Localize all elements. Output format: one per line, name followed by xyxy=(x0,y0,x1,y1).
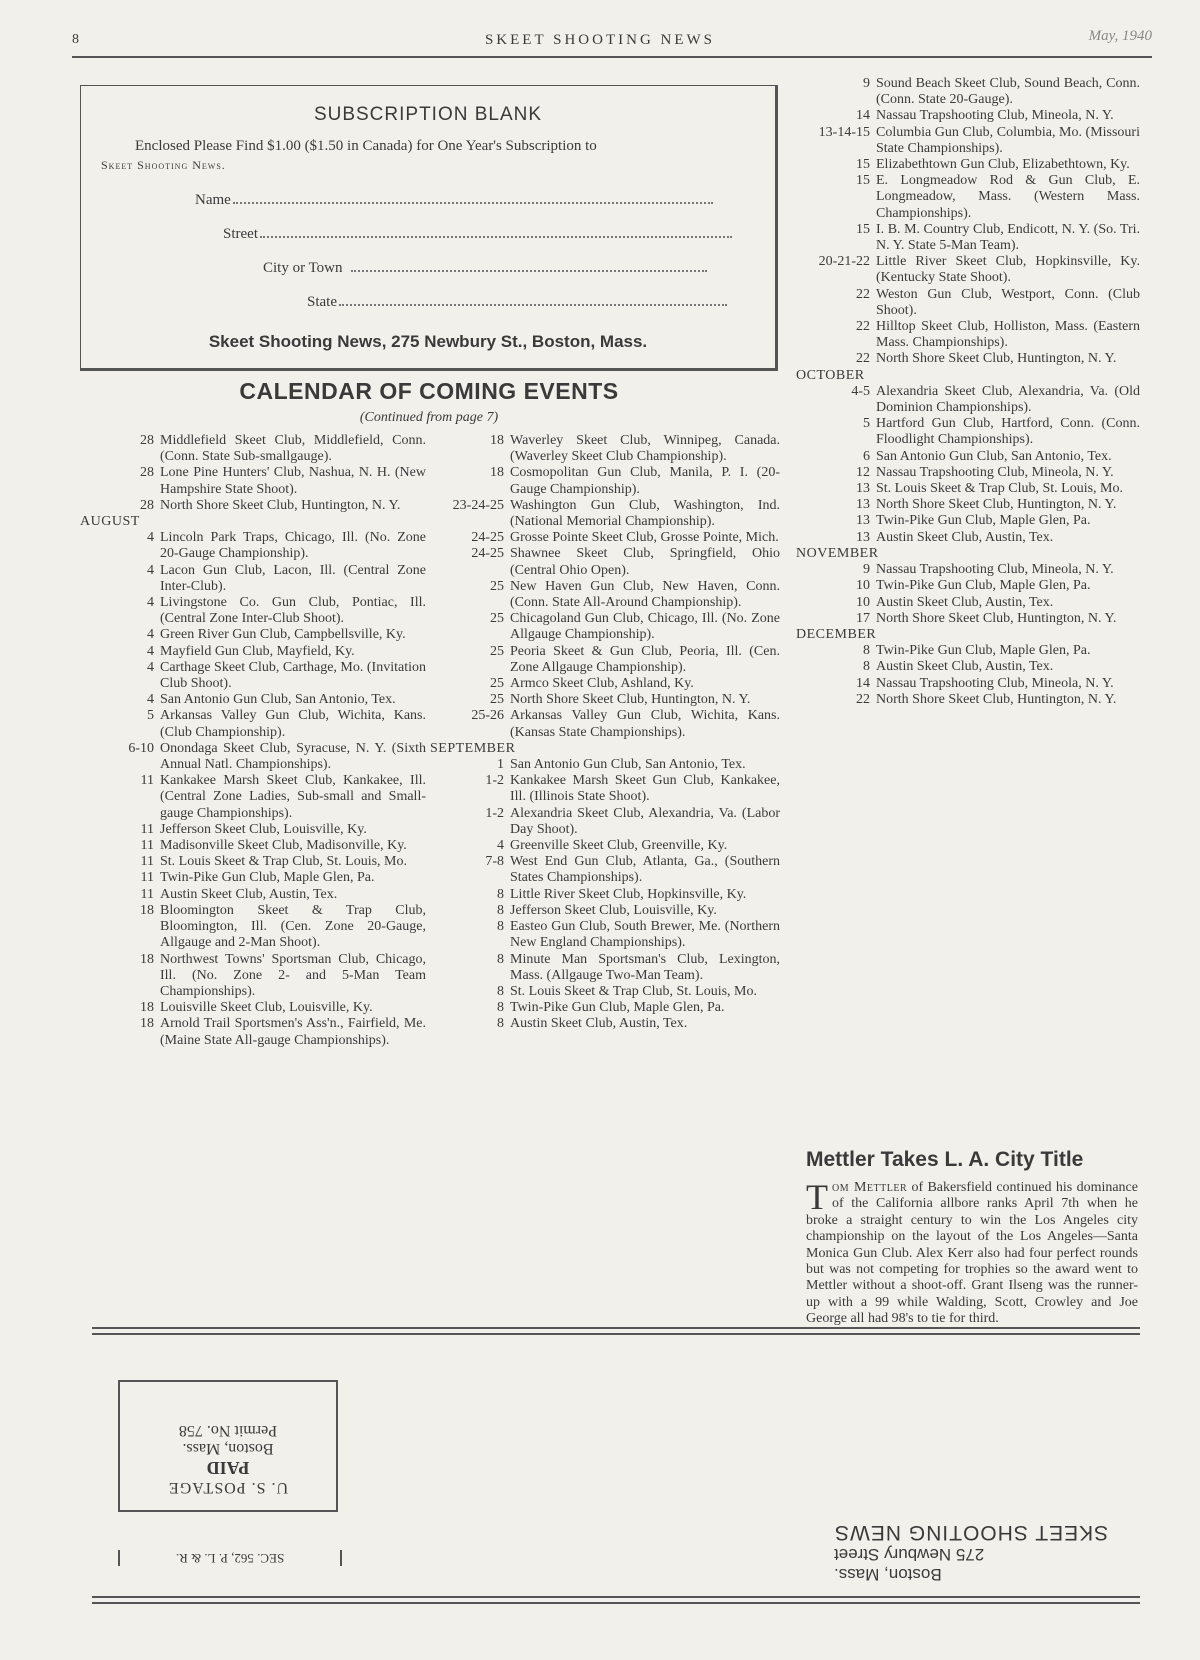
event-description: Shawnee Skeet Club, Springfield, Ohio (Central Ohio Open). xyxy=(510,546,780,578)
article-title: Mettler Takes L. A. City Title xyxy=(806,1148,1084,1171)
event-date: 23-24-25 xyxy=(452,497,504,513)
calendar-entry xyxy=(430,676,780,692)
calendar-entry xyxy=(80,773,426,822)
event-date: 13 xyxy=(856,497,870,513)
event-description: North Shore Skeet Club, Huntington, N. Y. xyxy=(876,351,1117,367)
calendar-entry xyxy=(430,579,780,611)
event-date: 28 xyxy=(140,465,154,481)
event-description: Nassau Trapshooting Club, Mineola, N. Y. xyxy=(876,464,1114,480)
calendar-entry xyxy=(80,838,426,854)
calendar-title: CALENDAR OF COMING EVENTS xyxy=(239,378,619,404)
mailer-rule-bottom-2 xyxy=(92,1602,1140,1604)
event-description: Arnold Trail Sportsmen's Ass'n., Fairfield, Me. (Maine State All-gauge Championships). xyxy=(160,1016,426,1048)
calendar-entry xyxy=(430,984,780,1000)
continued-note: (Continued from page 7) xyxy=(359,410,499,425)
calendar-entry xyxy=(430,692,780,708)
event-description: St. Louis Skeet & Trap Club, St. Louis, Mo. xyxy=(876,481,1123,497)
event-description: Armco Skeet Club, Ashland, Ky. xyxy=(510,676,694,692)
calendar-entry xyxy=(430,952,780,984)
calendar-entry xyxy=(80,660,426,692)
event-description: I. B. M. Country Club, Endicott, N. Y. (So. Tri. N. Y. State 5-Man Team). xyxy=(876,221,1140,254)
calendar-entry xyxy=(796,497,1140,513)
calendar-entry xyxy=(796,254,1140,286)
permit-line-city: Boston, Mass. xyxy=(182,1440,274,1457)
street-field-label: Street xyxy=(223,226,258,242)
event-description: Columbia Gun Club, Columbia, Mo. (Missouri State Championships). xyxy=(876,124,1140,156)
event-description: Twin-Pike Gun Club, Maple Glen, Pa. xyxy=(876,578,1091,594)
header-rule xyxy=(72,56,1152,58)
calendar-entry xyxy=(796,384,1140,416)
calendar-entry xyxy=(80,644,426,660)
calendar-entry xyxy=(796,449,1140,465)
calendar-entry xyxy=(796,578,1140,594)
event-description: Madisonville Skeet Club, Madisonville, Ky. xyxy=(160,838,407,854)
event-description: Minute Man Sportsman's Club, Lexington, Mass. (Allgauge Two-Man Team). xyxy=(510,951,780,983)
event-description: Onondaga Skeet Club, Syracuse, N. Y. (Sixth Annual Natl. Championships). xyxy=(160,740,426,773)
event-description: Cosmopolitan Gun Club, Manila, P. I. (20-Gauge Championship). xyxy=(510,465,780,497)
event-date: 18 xyxy=(490,433,504,448)
city-field[interactable] xyxy=(263,260,707,277)
name-field-label: Name xyxy=(195,192,231,208)
event-description: North Shore Skeet Club, Huntington, N. Y. xyxy=(876,610,1117,626)
event-description: Twin-Pike Gun Club, Maple Glen, Pa. xyxy=(876,513,1091,529)
event-description: North Shore Skeet Club, Huntington, N. Y. xyxy=(876,691,1117,707)
event-description: Sound Beach Skeet Club, Sound Beach, Conn. (Conn. State 20-Gauge). xyxy=(876,76,1140,108)
event-date: 4 xyxy=(147,659,154,675)
event-date: 15 xyxy=(856,173,870,189)
event-description: Little River Skeet Club, Hopkinsville, Ky. xyxy=(510,886,747,902)
event-description: Waverley Skeet Club, Winnipeg, Canada. (Waverley Skeet Club Championship). xyxy=(510,433,780,465)
event-date: 15 xyxy=(856,221,870,237)
event-description: Mayfield Gun Club, Mayfield, Ky. xyxy=(160,643,355,659)
calendar-entry xyxy=(80,903,426,952)
event-description: West End Gun Club, Atlanta, Ga., (Southern States Championships). xyxy=(510,854,780,886)
calendar-entry xyxy=(796,108,1140,124)
month-heading: AUGUST xyxy=(80,514,140,530)
event-description: Lincoln Park Traps, Chicago, Ill. (No. Zone 20-Gauge Championship). xyxy=(160,530,426,562)
event-date: 18 xyxy=(140,1000,154,1016)
calendar-entry xyxy=(80,1016,426,1048)
event-date: 20-21-22 xyxy=(818,254,870,270)
state-field-label: State xyxy=(307,294,337,310)
calendar-entry xyxy=(796,351,1140,367)
event-date: 14 xyxy=(856,108,870,124)
event-date: 25 xyxy=(490,611,504,627)
permit-line-number: Permit No. 758 xyxy=(178,1422,278,1439)
event-date: 7-8 xyxy=(485,854,504,870)
calendar-entry xyxy=(80,952,426,1001)
event-description: Green River Gun Club, Campbellsville, Ky. xyxy=(160,627,406,643)
event-date: 13-14-15 xyxy=(818,124,870,140)
event-date: 8 xyxy=(497,951,504,967)
drop-cap: T xyxy=(806,1177,828,1217)
event-description: Nassau Trapshooting Club, Mineola, N. Y. xyxy=(876,108,1114,124)
calendar-entry xyxy=(796,676,1140,692)
event-date: 15 xyxy=(856,157,870,173)
event-description: E. Longmeadow Rod & Gun Club, E. Longmeadow, Mass. (Western Mass. Championships). xyxy=(876,173,1140,221)
event-date: 10 xyxy=(856,578,870,594)
event-date: 9 xyxy=(863,76,870,91)
event-description: Hilltop Skeet Club, Holliston, Mass. (Eastern Mass. Championships). xyxy=(876,319,1140,351)
calendar-entry xyxy=(796,595,1140,611)
event-date: 4 xyxy=(147,530,154,546)
event-description: Easteo Gun Club, South Brewer, Me. (Northern New England Championships). xyxy=(510,919,780,951)
subscription-address: Skeet Shooting News, 275 Newbury St., Boston, Mass. xyxy=(208,332,648,351)
calendar-entry xyxy=(80,433,426,465)
article-text: of Bakersfield continued his dominance of the California allbore ranks April 7th when he broke a straight century to win the Los Angeles city championship on the layout of the Los Angeles—Santa Monica Gun Club. Alex Kerr also had four perfect rounds but was not competing for trophies so the award went to Mettler without a shoot-off. Grant Ilseng was the runner-up with a 99 while Walding, Scott, Crowley and Joe George all had 98's to tie for third. xyxy=(806,1180,1138,1327)
calendar-entry xyxy=(796,611,1140,627)
calendar-entry xyxy=(796,562,1140,578)
event-description: North Shore Skeet Club, Huntington, N. Y. xyxy=(510,692,751,708)
event-date: 22 xyxy=(856,351,870,367)
calendar-entry xyxy=(80,595,426,627)
calendar-entry xyxy=(430,903,780,919)
calendar-entry xyxy=(430,806,780,838)
calendar-entry xyxy=(80,1000,426,1016)
calendar-entry xyxy=(430,530,780,546)
event-date: 8 xyxy=(497,886,504,902)
event-description: Alexandria Skeet Club, Alexandria, Va. (Labor Day Shoot). xyxy=(510,805,780,837)
calendar-entry xyxy=(430,611,780,643)
street-field-line[interactable] xyxy=(260,235,732,238)
event-description: North Shore Skeet Club, Huntington, N. Y. xyxy=(160,497,401,513)
event-description: Little River Skeet Club, Hopkinsville, Ky. (Kentucky State Shoot). xyxy=(876,254,1140,286)
calendar-column-2 xyxy=(430,433,780,1033)
calendar-entry xyxy=(80,708,426,740)
subscription-blank xyxy=(80,85,778,371)
event-description: St. Louis Skeet & Trap Club, St. Louis, Mo. xyxy=(160,854,407,870)
calendar-entry xyxy=(430,854,780,886)
event-date: 4 xyxy=(147,562,154,578)
event-date: 25 xyxy=(490,643,504,659)
event-date: 18 xyxy=(490,465,504,481)
event-date: 25 xyxy=(490,692,504,708)
calendar-entry xyxy=(430,498,780,530)
event-date: 8 xyxy=(497,919,504,935)
calendar-entry xyxy=(80,627,426,643)
event-date: 17 xyxy=(856,610,870,626)
event-date: 13 xyxy=(856,481,870,497)
event-date: 25 xyxy=(490,676,504,692)
event-description: Grosse Pointe Skeet Club, Grosse Pointe, Mich. xyxy=(510,530,779,546)
calendar-entry xyxy=(80,498,426,514)
event-description: Nassau Trapshooting Club, Mineola, N. Y. xyxy=(876,562,1114,578)
event-description: Washington Gun Club, Washington, Ind. (National Memorial Championship). xyxy=(510,497,780,530)
permit-line-paid: PAID xyxy=(206,1458,250,1478)
event-date: 11 xyxy=(140,773,154,789)
calendar-entry xyxy=(796,692,1140,708)
month-heading: DECEMBER xyxy=(796,626,877,642)
event-description: Austin Skeet Club, Austin, Tex. xyxy=(510,1016,688,1032)
event-date: 1-2 xyxy=(485,805,504,821)
event-date: 4 xyxy=(147,627,154,643)
event-date: 9 xyxy=(863,562,870,578)
event-date: 10 xyxy=(856,594,870,610)
event-date: 24-25 xyxy=(471,530,504,546)
event-description: Arkansas Valley Gun Club, Wichita, Kans. (Kansas State Championships). xyxy=(510,708,780,740)
name-field[interactable] xyxy=(195,192,713,209)
event-date: 8 xyxy=(497,902,504,918)
event-date: 25-26 xyxy=(471,708,504,724)
calendar-entry xyxy=(80,563,426,595)
event-description: Jefferson Skeet Club, Louisville, Ky. xyxy=(510,902,717,918)
calendar-entry xyxy=(430,838,780,854)
return-address xyxy=(834,1520,1134,1584)
calendar-entry xyxy=(430,1016,780,1032)
event-date: 14 xyxy=(856,675,870,691)
calendar-entry xyxy=(796,173,1140,222)
event-description: Alexandria Skeet Club, Alexandria, Va. (Old Dominion Championships). xyxy=(876,383,1140,416)
event-date: 18 xyxy=(140,902,154,918)
mailer-rule-bottom xyxy=(92,1596,1140,1598)
event-date: 11 xyxy=(140,821,154,837)
event-date: 8 xyxy=(863,643,870,659)
event-description: San Antonio Gun Club, San Antonio, Tex. xyxy=(160,692,396,708)
calendar-entry xyxy=(796,530,1140,546)
event-date: 1 xyxy=(497,757,504,773)
event-description: Bloomington Skeet & Trap Club, Bloomington, Ill. (Cen. Zone 20-Gauge, Allgauge and 2-Man Shoot). xyxy=(160,902,426,951)
calendar-entry xyxy=(796,222,1140,254)
mailer-rule-top xyxy=(92,1327,1140,1329)
calendar-entry xyxy=(430,433,780,465)
event-date: 11 xyxy=(140,838,154,854)
event-date: 28 xyxy=(140,433,154,448)
event-date: 4 xyxy=(147,692,154,708)
city-field-line[interactable] xyxy=(351,269,707,272)
event-description: Nassau Trapshooting Club, Mineola, N. Y. xyxy=(876,675,1114,691)
event-description: Carthage Skeet Club, Carthage, Mo. (Invitation Club Shoot). xyxy=(160,659,426,692)
event-description: Austin Skeet Club, Austin, Tex. xyxy=(876,659,1054,675)
calendar-entry xyxy=(796,287,1140,319)
postage-permit-indicia xyxy=(118,1380,338,1512)
event-description: Kankakee Marsh Skeet Club, Kankakee, Ill. (Central Zone Ladies, Sub-small and Small-gauge Championships). xyxy=(160,773,426,821)
month-heading: SEPTEMBER xyxy=(430,740,516,756)
calendar-entry xyxy=(796,125,1140,157)
city-field-label: City or Town xyxy=(263,260,343,276)
event-date: 4-5 xyxy=(851,383,870,399)
calendar-entry xyxy=(430,773,780,805)
event-description: Twin-Pike Gun Club, Maple Glen, Pa. xyxy=(160,870,375,886)
article-body xyxy=(806,1177,1138,1328)
calendar-entry xyxy=(796,659,1140,675)
calendar-entry xyxy=(796,319,1140,351)
event-description: Livingstone Co. Gun Club, Pontiac, Ill. (Central Zone Inter-Club Shoot). xyxy=(160,595,426,627)
event-date: 22 xyxy=(856,319,870,335)
event-date: 24-25 xyxy=(471,546,504,562)
event-date: 13 xyxy=(856,513,870,529)
return-address-street: Boston, Mass. xyxy=(834,1565,942,1584)
masthead-title: SKEET SHOOTING NEWS xyxy=(484,32,716,48)
calendar-entry xyxy=(80,465,426,497)
event-description: Chicagoland Gun Club, Chicago, Ill. (No. Zone Allgauge Championship). xyxy=(510,611,780,643)
event-date: 11 xyxy=(140,854,154,870)
event-date: 4 xyxy=(147,643,154,659)
event-description: Austin Skeet Club, Austin, Tex. xyxy=(876,529,1054,545)
calendar-entry xyxy=(80,870,426,886)
event-date: 11 xyxy=(140,886,154,902)
event-description: Hartford Gun Club, Hartford, Conn. (Conn. Floodlight Championships). xyxy=(876,416,1140,448)
calendar-column-1 xyxy=(80,433,426,1049)
event-date: 1-2 xyxy=(485,773,504,789)
event-description: Elizabethtown Gun Club, Elizabethtown, Ky. xyxy=(876,157,1130,173)
calendar-entry xyxy=(80,741,426,773)
calendar-column-3 xyxy=(796,76,1140,708)
calendar-entry xyxy=(430,644,780,676)
subscription-text: Enclosed Please Find $1.00 ($1.50 in Canada) for One Year's Subscription to xyxy=(135,138,597,154)
month-heading: OCTOBER xyxy=(796,367,865,383)
event-description: Lacon Gun Club, Lacon, Ill. (Central Zone Inter-Club). xyxy=(160,562,426,594)
event-description: Arkansas Valley Gun Club, Wichita, Kans. (Club Championship). xyxy=(160,708,426,740)
calendar-entry xyxy=(80,887,426,903)
street-field[interactable] xyxy=(223,226,732,243)
event-description: Twin-Pike Gun Club, Maple Glen, Pa. xyxy=(510,1000,725,1016)
calendar-entry xyxy=(430,708,780,740)
event-description: San Antonio Gun Club, San Antonio, Tex. xyxy=(876,448,1112,464)
permit-line-postage: U. S. POSTAGE xyxy=(167,1479,289,1496)
calendar-entry xyxy=(430,546,780,578)
event-description: Lone Pine Hunters' Club, Nashua, N. H. (New Hampshire State Shoot). xyxy=(160,465,426,497)
event-date: 11 xyxy=(140,870,154,886)
event-date: 5 xyxy=(863,416,870,432)
event-date: 12 xyxy=(856,464,870,480)
calendar-entry xyxy=(430,465,780,497)
event-date: 18 xyxy=(140,1016,154,1032)
calendar-entry xyxy=(430,919,780,951)
calendar-entry xyxy=(430,887,780,903)
event-description: San Antonio Gun Club, San Antonio, Tex. xyxy=(510,757,746,773)
issue-date: May, 1940 xyxy=(1088,28,1152,44)
event-date: 6-10 xyxy=(128,740,154,756)
event-description: Twin-Pike Gun Club, Maple Glen, Pa. xyxy=(876,643,1091,659)
event-description: Northwest Towns' Sportsman Club, Chicago, Ill. (No. Zone 2- and 5-Man Team Championships). xyxy=(160,951,426,999)
event-date: 8 xyxy=(497,1016,504,1032)
return-address-name: SKEET SHOOTING NEWS xyxy=(834,1521,1109,1544)
calendar-entry xyxy=(796,76,1140,108)
event-date: 22 xyxy=(856,286,870,302)
event-description: New Haven Gun Club, New Haven, Conn. (Conn. State All-Around Championship). xyxy=(510,578,780,611)
calendar-entry xyxy=(796,513,1140,529)
calendar-entry xyxy=(796,465,1140,481)
state-field-line[interactable] xyxy=(339,303,727,306)
event-date: 5 xyxy=(147,708,154,724)
event-date: 8 xyxy=(863,659,870,675)
calendar-entry xyxy=(80,854,426,870)
calendar-entry xyxy=(430,1000,780,1016)
subscription-text-publication: Skeet Shooting News. xyxy=(101,158,226,172)
event-date: 25 xyxy=(490,578,504,594)
event-description: Greenville Skeet Club, Greenville, Ky. xyxy=(510,838,728,854)
event-date: 6 xyxy=(863,448,870,464)
event-description: Louisville Skeet Club, Louisville, Ky. xyxy=(160,1000,373,1016)
permit-section-note: SEC. 562, P. L. & R. xyxy=(118,1550,342,1566)
event-description: St. Louis Skeet & Trap Club, St. Louis, Mo. xyxy=(510,983,757,999)
event-date: 8 xyxy=(497,983,504,999)
event-date: 8 xyxy=(497,1000,504,1016)
calendar-entry xyxy=(80,822,426,838)
month-heading: NOVEMBER xyxy=(796,545,879,561)
event-description: Austin Skeet Club, Austin, Tex. xyxy=(876,594,1054,610)
calendar-entry xyxy=(80,692,426,708)
event-description: Jefferson Skeet Club, Louisville, Ky. xyxy=(160,821,367,837)
calendar-entry xyxy=(796,643,1140,659)
event-description: Kankakee Marsh Skeet Gun Club, Kankakee, Ill. (Illinois State Shoot). xyxy=(510,773,780,805)
state-field[interactable] xyxy=(307,294,727,311)
page-number: 8 xyxy=(72,32,79,47)
mailer-rule-top-2 xyxy=(92,1333,1140,1335)
event-date: 22 xyxy=(856,691,870,707)
event-date: 4 xyxy=(497,838,504,854)
event-description: Middlefield Skeet Club, Middlefield, Conn. (Conn. State Sub-smallgauge). xyxy=(160,433,426,465)
calendar-entry xyxy=(796,481,1140,497)
calendar-entry xyxy=(796,157,1140,173)
article-lead: om Mettler xyxy=(832,1180,908,1195)
event-description: Austin Skeet Club, Austin, Tex. xyxy=(160,886,338,902)
event-description: Weston Gun Club, Westport, Conn. (Club Shoot). xyxy=(876,286,1140,318)
return-address-line: 275 Newbury Street xyxy=(834,1545,985,1564)
event-date: 28 xyxy=(140,497,154,513)
subscription-title: SUBSCRIPTION BLANK xyxy=(313,104,543,125)
calendar-entry xyxy=(796,416,1140,448)
event-description: North Shore Skeet Club, Huntington, N. Y. xyxy=(876,497,1117,513)
calendar-entry xyxy=(430,757,780,773)
calendar-entry xyxy=(80,530,426,562)
event-date: 4 xyxy=(147,595,154,611)
event-date: 18 xyxy=(140,951,154,967)
event-date: 13 xyxy=(856,529,870,545)
event-description: Peoria Skeet & Gun Club, Peoria, Ill. (Cen. Zone Allgauge Championship). xyxy=(510,643,780,675)
name-field-line[interactable] xyxy=(233,201,713,204)
